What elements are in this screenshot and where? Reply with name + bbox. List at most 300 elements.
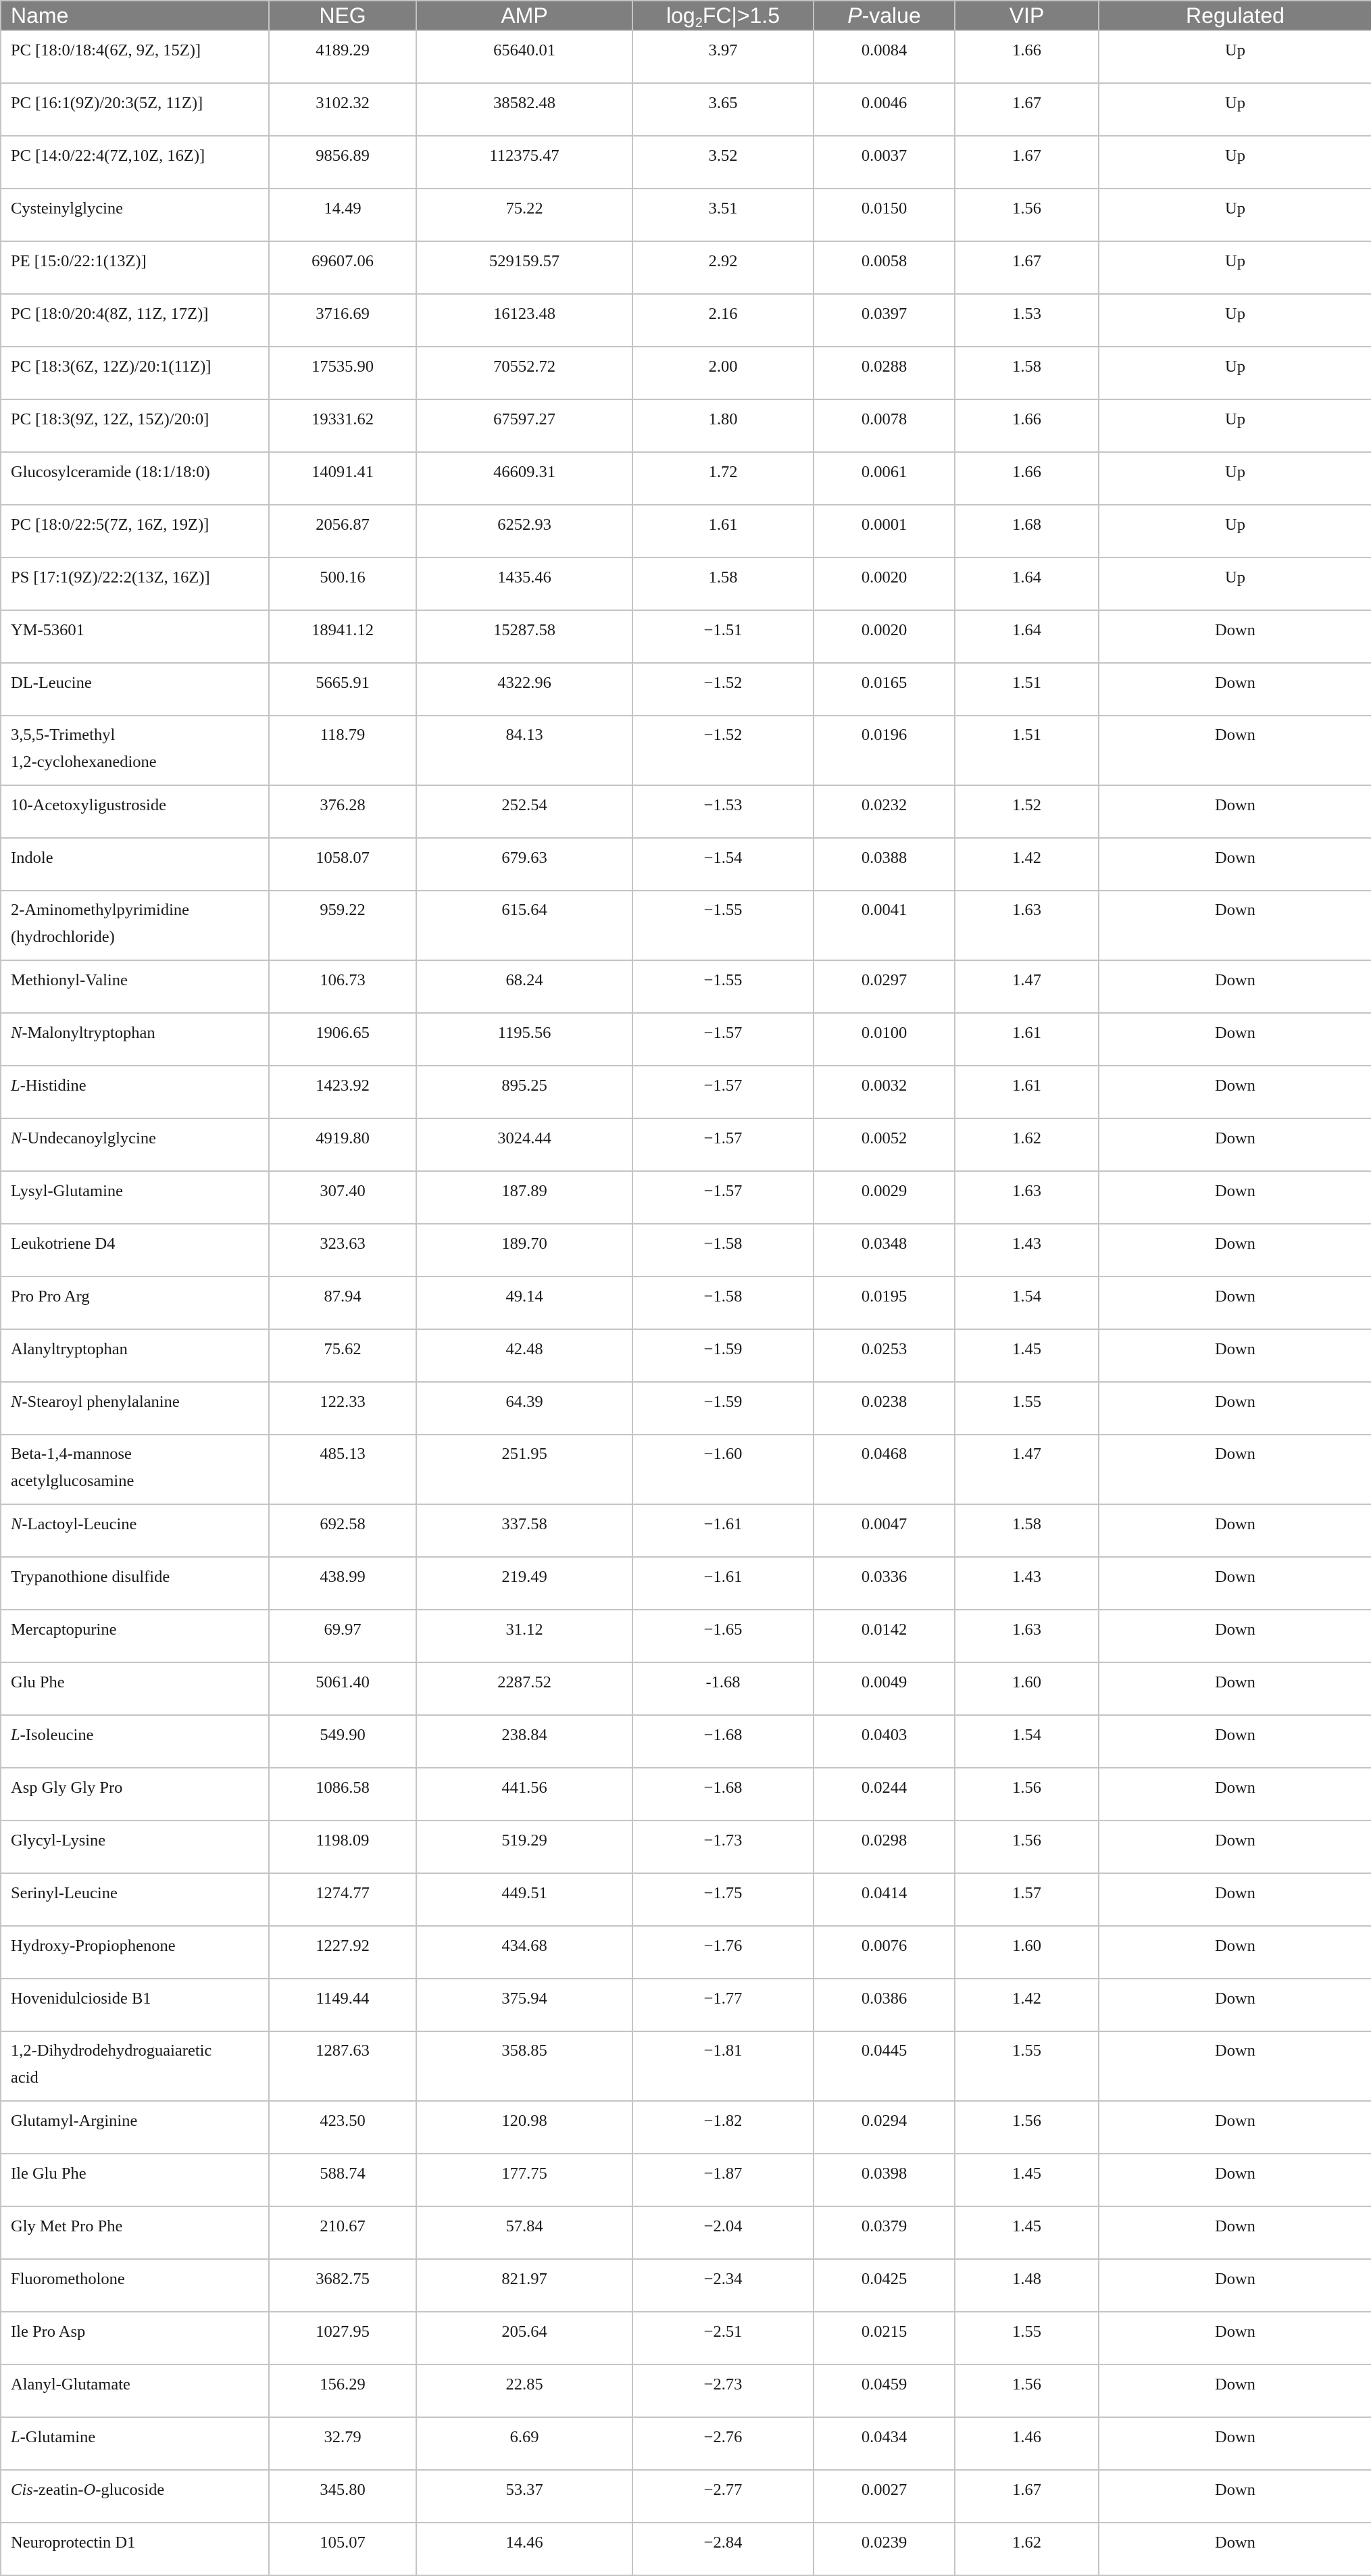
cell-vip: 1.61 (955, 1066, 1099, 1118)
cell-neg: 1058.07 (269, 838, 416, 891)
cell-neg: 75.62 (269, 1329, 416, 1382)
cell-regulated: Down (1099, 1118, 1371, 1171)
cell-log2fc: 2.92 (632, 241, 814, 294)
cell-vip: 1.64 (955, 558, 1099, 610)
cell-vip: 1.53 (955, 294, 1099, 347)
name-text: Leukotriene D4 (11, 1235, 116, 1253)
cell-vip: 1.43 (955, 1224, 1099, 1277)
cell-log2fc: 1.72 (632, 452, 814, 505)
cell-regulated: Down (1099, 1171, 1371, 1224)
cell-vip: 1.67 (955, 241, 1099, 294)
name-italic-2: O (83, 2481, 96, 2499)
cell-amp: 375.94 (416, 1979, 632, 2031)
cell-vip: 1.63 (955, 1610, 1099, 1662)
table-row (1, 1224, 1371, 1277)
cell-regulated: Up (1099, 136, 1371, 189)
cell-neg: 69.97 (269, 1610, 416, 1662)
cell-amp: 75.22 (416, 189, 632, 241)
cell-name (1, 399, 269, 452)
cell-neg: 2056.87 (269, 505, 416, 558)
cell-log2fc: −1.55 (632, 960, 814, 1013)
cell-name (1, 136, 269, 189)
cell-log2fc: −1.68 (632, 1768, 814, 1820)
cell-pvalue: 0.0078 (814, 399, 955, 452)
cell-pvalue: 0.0165 (814, 663, 955, 716)
cell-name (1, 1224, 269, 1277)
cell-pvalue: 0.0425 (814, 2259, 955, 2312)
table-row (1, 960, 1371, 1013)
cell-regulated: Down (1099, 960, 1371, 1013)
cell-regulated: Down (1099, 2101, 1371, 2154)
cell-regulated: Down (1099, 1329, 1371, 1382)
table-row (1, 2101, 1371, 2154)
cell-regulated: Down (1099, 838, 1371, 891)
name-text-line2: acetylglucosamine (11, 1472, 134, 1490)
table-row (1, 1435, 1371, 1504)
cell-amp: 252.54 (416, 785, 632, 838)
cell-regulated: Up (1099, 347, 1371, 399)
cell-log2fc: 1.80 (632, 399, 814, 452)
table-row (1, 838, 1371, 891)
cell-vip: 1.63 (955, 891, 1099, 960)
name-text: DL-Leucine (11, 674, 92, 692)
name-italic: Cis (11, 2481, 33, 2499)
cell-neg: 19331.62 (269, 399, 416, 452)
cell-name (1, 1926, 269, 1979)
header-log2fc (632, 1, 814, 30)
name-text: PC [18:3(6Z, 12Z)/20:1(11Z)] (11, 357, 211, 376)
cell-name (1, 1382, 269, 1435)
table-row (1, 505, 1371, 558)
cell-amp: 64.39 (416, 1382, 632, 1435)
name-italic: L (11, 1076, 20, 1095)
cell-pvalue: 0.0029 (814, 1171, 955, 1224)
cell-regulated: Down (1099, 663, 1371, 716)
cell-log2fc: −2.77 (632, 2470, 814, 2523)
cell-name (1, 30, 269, 83)
cell-log2fc: −1.60 (632, 1435, 814, 1504)
cell-amp: 821.97 (416, 2259, 632, 2312)
cell-name (1, 1610, 269, 1662)
cell-amp: 238.84 (416, 1715, 632, 1768)
cell-pvalue: 0.0215 (814, 2312, 955, 2364)
cell-log2fc: 2.00 (632, 347, 814, 399)
table-row (1, 1715, 1371, 1768)
cell-pvalue: 0.0046 (814, 83, 955, 136)
table-row (1, 83, 1371, 136)
cell-log2fc: −1.77 (632, 1979, 814, 2031)
cell-amp: 70552.72 (416, 347, 632, 399)
cell-log2fc: −1.87 (632, 2154, 814, 2206)
cell-neg: 4919.80 (269, 1118, 416, 1171)
cell-log2fc: −1.75 (632, 1873, 814, 1926)
table-row (1, 1926, 1371, 1979)
cell-pvalue: 0.0100 (814, 1013, 955, 1066)
cell-name (1, 1768, 269, 1820)
name-italic: N (11, 1129, 22, 1147)
cell-amp: 449.51 (416, 1873, 632, 1926)
name-text: Alanyltryptophan (11, 1340, 128, 1358)
cell-amp: 120.98 (416, 2101, 632, 2154)
name-text: Pro Pro Arg (11, 1287, 90, 1306)
cell-regulated: Down (1099, 1820, 1371, 1873)
cell-name (1, 716, 269, 785)
cell-log2fc: −1.81 (632, 2031, 814, 2101)
cell-neg: 105.07 (269, 2523, 416, 2575)
cell-name (1, 663, 269, 716)
cell-regulated: Down (1099, 1979, 1371, 2031)
name-text-rest: -Stearoyl phenylalanine (22, 1393, 180, 1411)
header-neg (269, 1, 416, 30)
name-italic: L (11, 1726, 20, 1744)
cell-neg: 1423.92 (269, 1066, 416, 1118)
cell-amp: 251.95 (416, 1435, 632, 1504)
table-row (1, 1171, 1371, 1224)
cell-name (1, 2259, 269, 2312)
cell-amp: 2287.52 (416, 1662, 632, 1715)
cell-vip: 1.58 (955, 347, 1099, 399)
name-italic: N (11, 1393, 22, 1411)
cell-log2fc: −2.76 (632, 2417, 814, 2470)
cell-vip: 1.55 (955, 1382, 1099, 1435)
cell-log2fc: −1.61 (632, 1504, 814, 1557)
cell-neg: 9856.89 (269, 136, 416, 189)
name-text: 3,5,5-Trimethyl (11, 726, 116, 744)
cell-pvalue: 0.0445 (814, 2031, 955, 2101)
cell-regulated: Down (1099, 1557, 1371, 1610)
cell-vip: 1.56 (955, 2101, 1099, 2154)
cell-regulated: Down (1099, 891, 1371, 960)
cell-neg: 1027.95 (269, 2312, 416, 2364)
cell-regulated: Up (1099, 505, 1371, 558)
cell-vip: 1.66 (955, 30, 1099, 83)
name-text: Fluorometholone (11, 2270, 125, 2288)
cell-vip: 1.42 (955, 838, 1099, 891)
cell-name (1, 294, 269, 347)
header-vip-text: VIP (1009, 3, 1045, 28)
cell-log2fc: 3.51 (632, 189, 814, 241)
cell-amp: 16123.48 (416, 294, 632, 347)
cell-name (1, 83, 269, 136)
cell-vip: 1.64 (955, 610, 1099, 663)
table-row (1, 136, 1371, 189)
header-name (1, 1, 269, 30)
cell-name (1, 1066, 269, 1118)
cell-pvalue: 0.0020 (814, 558, 955, 610)
cell-amp: 1435.46 (416, 558, 632, 610)
cell-pvalue: 0.0398 (814, 2154, 955, 2206)
table-row (1, 1329, 1371, 1382)
cell-vip: 1.62 (955, 2523, 1099, 2575)
table-row (1, 610, 1371, 663)
cell-pvalue: 0.0195 (814, 1277, 955, 1329)
cell-neg: 4189.29 (269, 30, 416, 83)
cell-amp: 337.58 (416, 1504, 632, 1557)
name-text: Asp Gly Gly Pro (11, 1779, 123, 1797)
name-text-line2: 1,2-cyclohexanedione (11, 753, 157, 771)
cell-pvalue: 0.0196 (814, 716, 955, 785)
cell-regulated: Down (1099, 1224, 1371, 1277)
table-row (1, 1610, 1371, 1662)
cell-neg: 210.67 (269, 2206, 416, 2259)
cell-name (1, 1171, 269, 1224)
cell-pvalue: 0.0336 (814, 1557, 955, 1610)
table-row (1, 1979, 1371, 2031)
name-text: Gly Met Pro Phe (11, 2217, 123, 2235)
cell-vip: 1.56 (955, 1768, 1099, 1820)
cell-vip: 1.42 (955, 1979, 1099, 2031)
cell-regulated: Up (1099, 399, 1371, 452)
header-log2fc-prefix: log (666, 3, 695, 28)
header-name-text: Name (11, 3, 69, 28)
name-text: Indole (11, 849, 53, 867)
table-row (1, 1382, 1371, 1435)
cell-name (1, 2031, 269, 2101)
table-body (1, 30, 1371, 2575)
name-text: 1,2-Dihydrodehydroguaiaretic (11, 2041, 212, 2060)
cell-pvalue: 0.0238 (814, 1382, 955, 1435)
cell-log2fc: −2.84 (632, 2523, 814, 2575)
name-text: Glycyl-Lysine (11, 1831, 106, 1850)
cell-name (1, 1435, 269, 1504)
cell-pvalue: 0.0468 (814, 1435, 955, 1504)
cell-regulated: Down (1099, 1662, 1371, 1715)
cell-log2fc: −2.04 (632, 2206, 814, 2259)
cell-amp: 38582.48 (416, 83, 632, 136)
cell-log2fc: −2.73 (632, 2364, 814, 2417)
cell-vip: 1.56 (955, 1820, 1099, 1873)
cell-amp: 68.24 (416, 960, 632, 1013)
cell-log2fc: −1.59 (632, 1329, 814, 1382)
cell-vip: 1.48 (955, 2259, 1099, 2312)
name-text: PC [16:1(9Z)/20:3(5Z, 11Z)] (11, 94, 203, 112)
cell-vip: 1.66 (955, 399, 1099, 452)
cell-pvalue: 0.0294 (814, 2101, 955, 2154)
cell-amp: 49.14 (416, 1277, 632, 1329)
cell-regulated: Down (1099, 716, 1371, 785)
cell-log2fc: −2.34 (632, 2259, 814, 2312)
cell-neg: 18941.12 (269, 610, 416, 663)
cell-amp: 57.84 (416, 2206, 632, 2259)
cell-name (1, 785, 269, 838)
cell-regulated: Down (1099, 2364, 1371, 2417)
cell-log2fc: -1.68 (632, 1662, 814, 1715)
header-pvalue (814, 1, 955, 30)
table-row (1, 1768, 1371, 1820)
cell-regulated: Down (1099, 2154, 1371, 2206)
name-text: Glucosylceramide (18:1/18:0) (11, 463, 210, 481)
name-text: Ile Pro Asp (11, 2323, 86, 2341)
cell-name (1, 1979, 269, 2031)
table-row (1, 558, 1371, 610)
header-log2fc-suffix: FC|>1.5 (702, 3, 780, 28)
cell-regulated: Down (1099, 1504, 1371, 1557)
cell-amp: 67597.27 (416, 399, 632, 452)
cell-log2fc: −1.57 (632, 1013, 814, 1066)
cell-amp: 42.48 (416, 1329, 632, 1382)
name-text: Lysyl-Glutamine (11, 1182, 124, 1200)
cell-vip: 1.45 (955, 2154, 1099, 2206)
cell-vip: 1.58 (955, 1504, 1099, 1557)
cell-neg: 485.13 (269, 1435, 416, 1504)
cell-neg: 3102.32 (269, 83, 416, 136)
cell-pvalue: 0.0076 (814, 1926, 955, 1979)
cell-pvalue: 0.0232 (814, 785, 955, 838)
cell-amp: 6252.93 (416, 505, 632, 558)
table-row (1, 1662, 1371, 1715)
name-text: PC [18:0/18:4(6Z, 9Z, 15Z)] (11, 41, 201, 59)
cell-pvalue: 0.0020 (814, 610, 955, 663)
cell-vip: 1.52 (955, 785, 1099, 838)
cell-amp: 219.49 (416, 1557, 632, 1610)
cell-vip: 1.67 (955, 136, 1099, 189)
name-text: 2-Aminomethylpyrimidine (11, 901, 190, 919)
table-row (1, 1820, 1371, 1873)
cell-name (1, 2101, 269, 2154)
name-text: PC [18:3(9Z, 12Z, 15Z)/20:0] (11, 410, 209, 428)
cell-amp: 84.13 (416, 716, 632, 785)
table-row (1, 189, 1371, 241)
cell-vip: 1.54 (955, 1277, 1099, 1329)
cell-amp: 1195.56 (416, 1013, 632, 1066)
cell-neg: 17535.90 (269, 347, 416, 399)
cell-log2fc: −1.59 (632, 1382, 814, 1435)
cell-regulated: Down (1099, 2523, 1371, 2575)
name-italic: L (11, 2428, 20, 2446)
cell-name (1, 1277, 269, 1329)
name-text: Beta-1,4-mannose (11, 1445, 132, 1463)
cell-name (1, 610, 269, 663)
cell-log2fc: −1.51 (632, 610, 814, 663)
cell-amp: 615.64 (416, 891, 632, 960)
cell-log2fc: −1.57 (632, 1066, 814, 1118)
cell-regulated: Up (1099, 294, 1371, 347)
cell-vip: 1.68 (955, 505, 1099, 558)
cell-name (1, 1329, 269, 1382)
cell-regulated: Down (1099, 1873, 1371, 1926)
cell-neg: 1274.77 (269, 1873, 416, 1926)
header-amp-text: AMP (501, 3, 548, 28)
cell-vip: 1.57 (955, 1873, 1099, 1926)
cell-vip: 1.43 (955, 1557, 1099, 1610)
cell-pvalue: 0.0052 (814, 1118, 955, 1171)
cell-vip: 1.47 (955, 1435, 1099, 1504)
cell-log2fc: −1.58 (632, 1224, 814, 1277)
cell-name (1, 2417, 269, 2470)
cell-pvalue: 0.0459 (814, 2364, 955, 2417)
cell-neg: 423.50 (269, 2101, 416, 2154)
cell-neg: 87.94 (269, 1277, 416, 1329)
name-text: Mercaptopurine (11, 1620, 117, 1639)
header-pvalue-italic: P (847, 3, 862, 28)
cell-log2fc: −1.82 (632, 2101, 814, 2154)
cell-amp: 205.64 (416, 2312, 632, 2364)
cell-amp: 31.12 (416, 1610, 632, 1662)
cell-neg: 5665.91 (269, 663, 416, 716)
cell-name (1, 1715, 269, 1768)
name-text-rest: -Malonyltryptophan (22, 1024, 155, 1042)
cell-name (1, 241, 269, 294)
table-row (1, 452, 1371, 505)
table-row (1, 891, 1371, 960)
header-regulated (1099, 1, 1371, 30)
name-text-rest: -Lactoyl-Leucine (22, 1515, 137, 1533)
cell-name (1, 1504, 269, 1557)
header-vip (955, 1, 1099, 30)
cell-pvalue: 0.0388 (814, 838, 955, 891)
cell-regulated: Down (1099, 1435, 1371, 1504)
cell-neg: 1086.58 (269, 1768, 416, 1820)
cell-vip: 1.67 (955, 83, 1099, 136)
cell-vip: 1.45 (955, 2206, 1099, 2259)
table-row (1, 347, 1371, 399)
table-row (1, 716, 1371, 785)
table-row (1, 2470, 1371, 2523)
cell-pvalue: 0.0001 (814, 505, 955, 558)
name-text-rest: -Isoleucine (20, 1726, 94, 1744)
table-row (1, 1118, 1371, 1171)
cell-neg: 376.28 (269, 785, 416, 838)
cell-amp: 434.68 (416, 1926, 632, 1979)
name-text-rest: -Histidine (20, 1076, 86, 1095)
cell-vip: 1.47 (955, 960, 1099, 1013)
cell-regulated: Down (1099, 2031, 1371, 2101)
cell-amp: 22.85 (416, 2364, 632, 2417)
cell-pvalue: 0.0041 (814, 891, 955, 960)
name-text-line2: acid (11, 2069, 39, 2087)
table-header (1, 1, 1371, 30)
name-text: Ile Glu Phe (11, 2164, 86, 2183)
cell-neg: 1227.92 (269, 1926, 416, 1979)
name-text: Methionyl-Valine (11, 971, 128, 989)
cell-vip: 1.63 (955, 1171, 1099, 1224)
header-amp (416, 1, 632, 30)
cell-regulated: Up (1099, 83, 1371, 136)
header-row (1, 1, 1371, 30)
cell-vip: 1.62 (955, 1118, 1099, 1171)
cell-pvalue: 0.0297 (814, 960, 955, 1013)
cell-name (1, 2364, 269, 2417)
name-text: PC [14:0/22:4(7Z,10Z, 16Z)] (11, 147, 205, 165)
cell-regulated: Up (1099, 558, 1371, 610)
header-pvalue-rest: -value (862, 3, 921, 28)
cell-regulated: Down (1099, 1382, 1371, 1435)
cell-name (1, 2154, 269, 2206)
cell-log2fc: −1.55 (632, 891, 814, 960)
cell-neg: 307.40 (269, 1171, 416, 1224)
cell-vip: 1.66 (955, 452, 1099, 505)
cell-neg: 500.16 (269, 558, 416, 610)
cell-amp: 679.63 (416, 838, 632, 891)
cell-regulated: Down (1099, 2206, 1371, 2259)
cell-neg: 3716.69 (269, 294, 416, 347)
cell-log2fc: 1.61 (632, 505, 814, 558)
cell-neg: 549.90 (269, 1715, 416, 1768)
cell-name (1, 558, 269, 610)
cell-neg: 69607.06 (269, 241, 416, 294)
cell-amp: 358.85 (416, 2031, 632, 2101)
cell-neg: 1198.09 (269, 1820, 416, 1873)
cell-log2fc: −1.52 (632, 663, 814, 716)
table-row (1, 1277, 1371, 1329)
cell-neg: 3682.75 (269, 2259, 416, 2312)
cell-neg: 323.63 (269, 1224, 416, 1277)
name-text: Neuroprotectin D1 (11, 2533, 136, 2552)
cell-regulated: Down (1099, 1715, 1371, 1768)
cell-name (1, 2206, 269, 2259)
name-text-rest-2: -glucoside (95, 2481, 165, 2499)
cell-regulated: Down (1099, 610, 1371, 663)
